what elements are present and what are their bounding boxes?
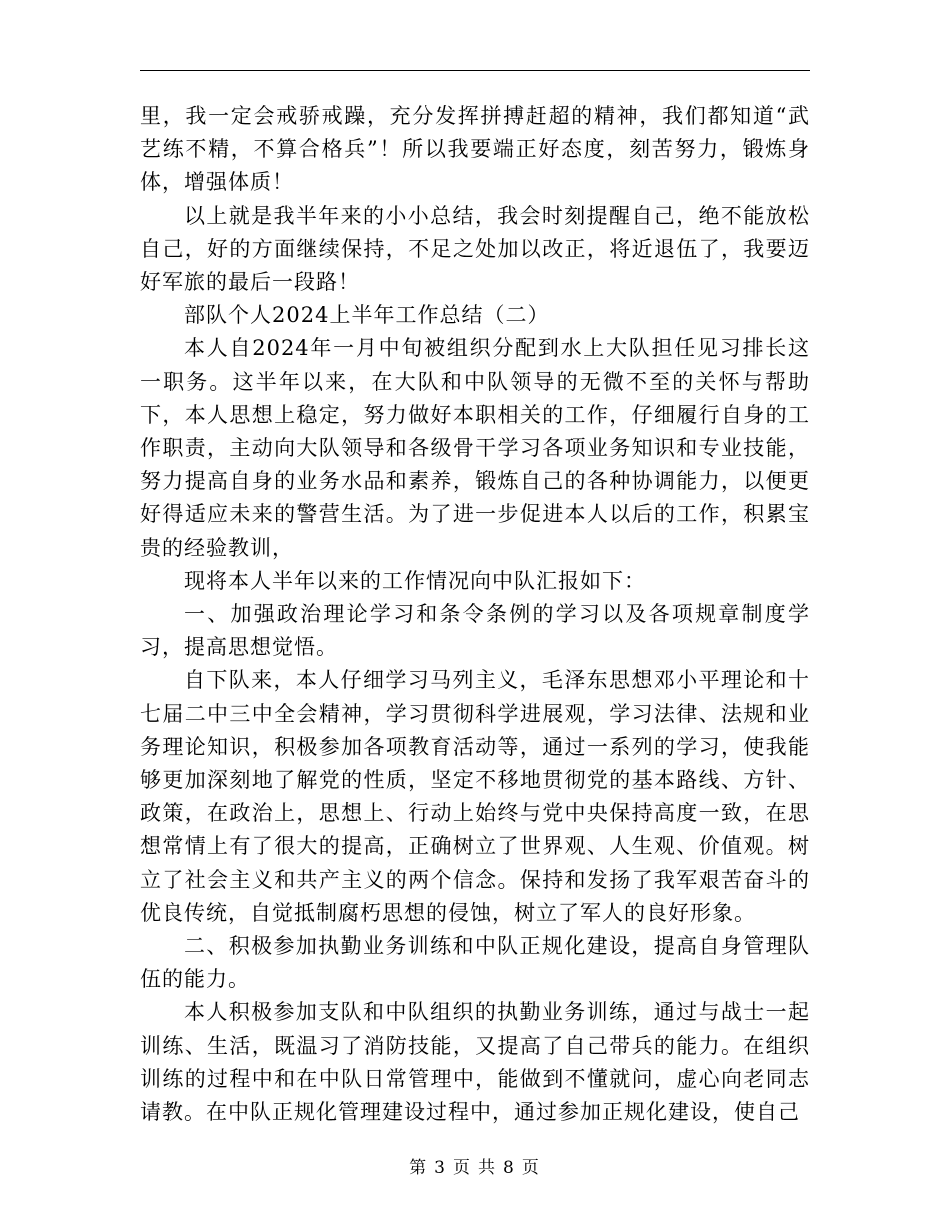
heading-two: 二、积极参加执勤业务训练和中队正规化建设，提高自身管理队伍的能力。 [140,934,810,992]
heading-one: 一、加强政治理论学习和条令条例的学习以及各项规章制度学习，提高思想觉悟。 [140,602,810,660]
section-title: 部队个人2024上半年工作总结（二） [184,303,550,328]
paragraph-5: 现将本人半年以来的工作情况向中队汇报如下： [184,568,646,593]
paragraph-7: 自下队来，本人仔细学习马列主义，毛泽东思想邓小平理论和十七届二中三中全会精神，学习贯彻科学进展观，学习法律、法规和业务理论知识，积极参加各项教育活动等，通过一系列的学习，使我能够更加深刻地了解党的性质，坚定不移地贯彻党的基本路线、方针、政策，在政治上，思想上、行动上始终与党中央保持高度一致，在思想常情上有了很大的提高，正确树立了世界观、人生观、价值观。树立了社会主义和共产主义的两个信念。保持和发扬了我军艰苦奋斗的优良传统，自觉抵制腐朽思想的侵蚀，树立了军人的良好形象。 [140,668,810,925]
footer-label-di: 第 [409,1158,429,1178]
footer-label-ye-2: 页 [521,1158,541,1178]
paragraph-1: 里，我一定会戒骄戒躁，充分发挥拼搏赶超的精神，我们都知道“武艺练不精，不算合格兵”！所以我要端正好态度，刻苦努力，锻炼身体，增强体质！ [140,104,810,195]
current-page-number: 3 [434,1158,447,1178]
document-body [140,100,810,1129]
footer-label-ye: 页 [453,1158,472,1178]
header-rule [140,70,810,71]
total-pages-number: 8 [503,1158,516,1178]
footer-label-gong: 共 [478,1158,497,1178]
paragraph-9: 本人积极参加支队和中队组织的执勤业务训练，通过与战士一起训练、生活，既温习了消防技能，又提高了自己带兵的能力。在组织训练的过程中和在中队日常管理中，能做到不懂就问，虚心向老同志请教。在中队正规化管理建设过程中，通过参加正规化建设，使自己 [140,1000,810,1125]
page-footer [0,1153,950,1178]
paragraph-4: 本人自2024年一月中旬被组织分配到水上大队担任见习排长这一职务。这半年以来，在大队和中队领导的无微不至的关怀与帮助下，本人思想上稳定，努力做好本职相关的工作，仔细履行自身的工作职责，主动向大队领导和各级骨干学习各项业务知识和专业技能，努力提高自身的业务水品和素养，锻炼自己的各种协调能力，以便更好得适应未来的警营生活。为了进一步促进本人以后的工作，积累宝贵的经验教训， [140,336,810,560]
paragraph-2: 以上就是我半年来的小小总结，我会时刻提醒自己，绝不能放松自己，好的方面继续保持，不足之处加以改正，将近退伍了，我要迈好军旅的最后一段路！ [140,203,810,295]
